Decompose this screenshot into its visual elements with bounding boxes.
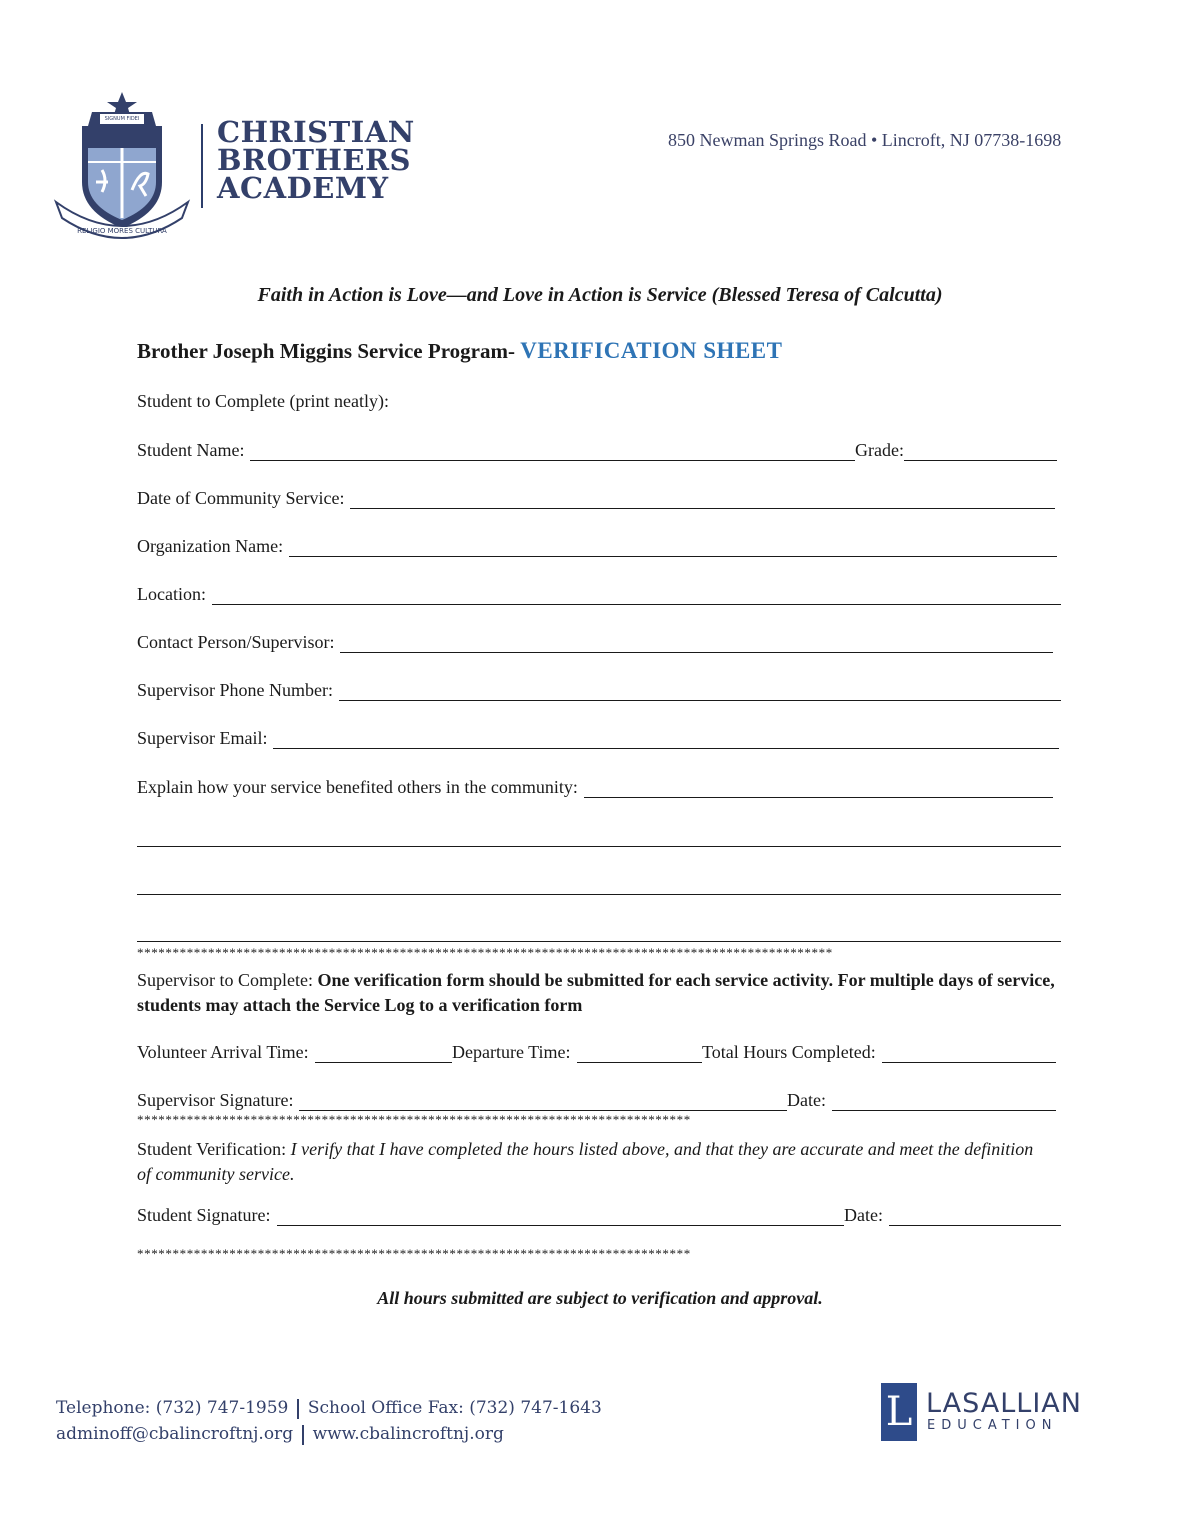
supervisor-signature-label: Supervisor Signature: [137, 1090, 294, 1110]
student-signature-blank[interactable] [277, 1205, 845, 1226]
supervisor-instructions [137, 968, 1057, 1018]
total-hours-field[interactable] [702, 1042, 1056, 1063]
date-of-service-label: Date of Community Service: [137, 488, 345, 508]
grade-blank[interactable] [904, 440, 1057, 461]
total-hours-blank[interactable] [882, 1042, 1056, 1063]
grade-label: Grade: [855, 440, 904, 460]
contact-field[interactable] [137, 632, 1053, 653]
email-field[interactable] [137, 728, 1059, 749]
organization-field[interactable] [137, 536, 1057, 557]
total-hours-label: Total Hours Completed: [702, 1042, 876, 1062]
lasallian-logo-icon: L [881, 1383, 917, 1441]
lasallian-logo-subtitle: EDUCATION [927, 1418, 1058, 1433]
crest-motto-bottom: RELIGIO MORES CULTURA [77, 227, 167, 235]
departure-field[interactable] [452, 1042, 702, 1063]
phone-label: Supervisor Phone Number: [137, 680, 333, 700]
location-label: Location: [137, 584, 206, 604]
verification-sheet-heading: VERIFICATION SHEET [520, 338, 783, 363]
location-blank[interactable] [212, 584, 1061, 605]
supervisor-instructions-text: One verification form should be submitted for each service activity. For multiple days of service, students may attach the Service Log to a verification form [137, 970, 1055, 1015]
email-label: Supervisor Email: [137, 728, 268, 748]
student-verification-statement: I verify that I have completed the hours listed above, and that they are accurate and meet the definition of community service. [137, 1139, 1034, 1184]
student-signature-field[interactable] [137, 1205, 844, 1226]
school-crest-logo [52, 90, 192, 240]
supervisor-label: Supervisor to Complete: [137, 970, 318, 990]
footer-telephone: Telephone: (732) 747-1959 [56, 1398, 289, 1418]
explain-line-3[interactable] [137, 894, 1061, 895]
lasallian-logo-name: LASALLIAN [926, 1388, 1082, 1419]
school-name-line-2: BROTHERS [217, 143, 412, 177]
student-name-label: Student Name: [137, 440, 245, 460]
explain-label: Explain how your service benefited others in the community: [137, 777, 578, 797]
logo-divider [201, 124, 203, 208]
footer-separator [297, 1399, 299, 1419]
crest-motto-top: SIGNUM FIDEI [104, 116, 140, 122]
date-of-service-field[interactable] [137, 488, 1055, 509]
supervisor-signature-field[interactable] [137, 1090, 787, 1111]
explain-line-4[interactable] [137, 941, 1061, 942]
school-address: 850 Newman Springs Road • Lincroft, NJ 07738-1698 [668, 130, 1062, 150]
student-date-label: Date: [844, 1205, 883, 1225]
organization-blank[interactable] [289, 536, 1057, 557]
arrival-field[interactable] [137, 1042, 452, 1063]
supervisor-date-blank[interactable] [832, 1090, 1056, 1111]
student-name-blank[interactable] [250, 440, 855, 461]
student-verification [137, 1137, 1037, 1187]
student-date-blank[interactable] [889, 1205, 1061, 1226]
phone-blank[interactable] [339, 680, 1061, 701]
arrival-blank[interactable] [315, 1042, 452, 1063]
footer-fax: School Office Fax: (732) 747-1643 [307, 1398, 602, 1418]
departure-blank[interactable] [577, 1042, 703, 1063]
contact-blank[interactable] [340, 632, 1053, 653]
school-name-line-1: CHRISTIAN [217, 115, 415, 149]
grade-field[interactable] [855, 440, 1057, 461]
explain-blank[interactable] [584, 777, 1053, 798]
divider-stars-3: ****************************************************************************** [137, 1246, 691, 1261]
student-date-field[interactable] [844, 1205, 1061, 1226]
school-name-line-3: ACADEMY [217, 171, 389, 205]
school-name [217, 115, 415, 205]
divider-stars-1: ************************************************************************************************** [137, 945, 833, 960]
date-of-service-blank[interactable] [350, 488, 1055, 509]
footer-email-link[interactable]: adminoff@cbalincroftnj.org [56, 1424, 294, 1444]
student-section-intro: Student to Complete (print neatly): [137, 391, 389, 411]
supervisor-signature-blank[interactable] [299, 1090, 787, 1111]
supervisor-date-label: Date: [787, 1090, 826, 1110]
footer-contact-line-1 [56, 1398, 602, 1419]
phone-field[interactable] [137, 680, 1061, 701]
motto-quote: Faith in Action is Love—and Love in Action is Service (Blessed Teresa of Calcutta) [257, 284, 943, 306]
student-name-field[interactable] [137, 440, 855, 461]
student-verification-label: Student Verification: [137, 1139, 291, 1159]
departure-label: Departure Time: [452, 1042, 571, 1062]
arrival-label: Volunteer Arrival Time: [137, 1042, 309, 1062]
footer-separator [302, 1425, 304, 1445]
footer-contact-line-2 [56, 1424, 504, 1445]
contact-label: Contact Person/Supervisor: [137, 632, 335, 652]
email-blank[interactable] [273, 728, 1059, 749]
footer-website-link[interactable]: www.cbalincroftnj.org [312, 1424, 504, 1444]
explain-line-2[interactable] [137, 846, 1061, 847]
supervisor-date-field[interactable] [787, 1090, 1056, 1111]
organization-label: Organization Name: [137, 536, 284, 556]
student-signature-label: Student Signature: [137, 1205, 271, 1225]
program-title [137, 338, 782, 364]
divider-stars-2: ****************************************************************************** [137, 1112, 691, 1127]
program-name: Brother Joseph Miggins Service Program- [137, 339, 521, 363]
closing-note: All hours submitted are subject to verification and approval. [377, 1288, 823, 1308]
location-field[interactable] [137, 584, 1061, 605]
explain-field[interactable] [137, 777, 1053, 798]
